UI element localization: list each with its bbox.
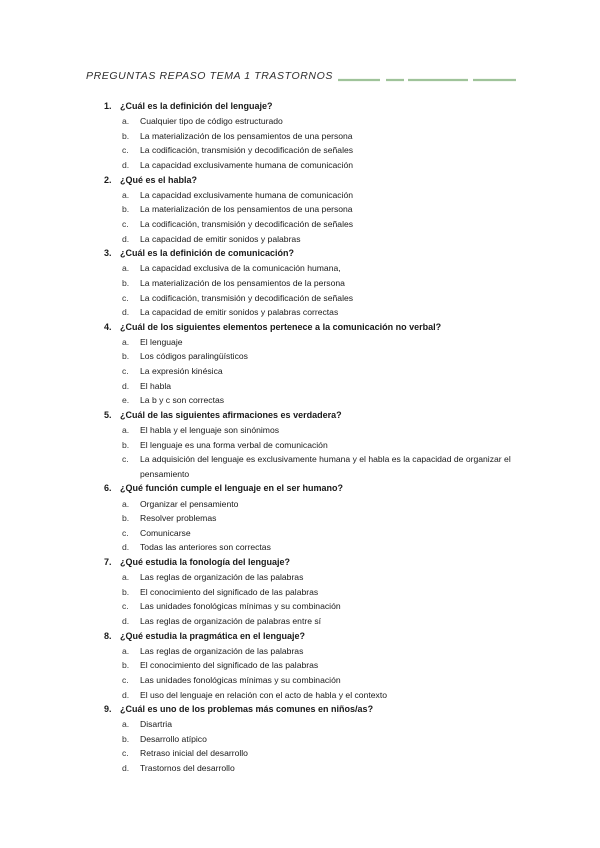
answer-option: [100, 305, 520, 320]
option-letter: b.: [122, 439, 130, 450]
option-letter: d.: [122, 689, 130, 700]
option-text: La capacidad exclusiva de la comunicación humana,: [140, 263, 341, 274]
option-letter: c.: [122, 601, 129, 612]
answer-option: [100, 202, 520, 217]
answer-option: [100, 188, 520, 203]
answer-option: [100, 261, 520, 276]
question-number: 9.: [104, 704, 112, 715]
question-7: [100, 555, 520, 629]
option-letter: a.: [122, 336, 130, 347]
question-text: ¿Cuál de los siguientes elementos pertenece a la comunicación no verbal?: [120, 321, 442, 332]
option-text: La capacidad exclusivamente humana de comunicación: [140, 189, 354, 200]
page-header: [86, 70, 516, 86]
option-text: La codificación, transmisión y decodificación de señales: [140, 145, 354, 156]
option-letter: a.: [122, 645, 130, 656]
answer-option: [100, 717, 520, 732]
question-number: 4.: [104, 321, 112, 332]
question-line: [100, 320, 520, 335]
option-text: La materialización de los pensamientos de una persona: [140, 130, 353, 141]
question-1: [100, 99, 520, 173]
answer-option: [100, 732, 520, 747]
answer-option: [100, 291, 520, 306]
question-text: ¿Cuál de las siguientes afirmaciones es verdadera?: [120, 409, 342, 420]
answer-option: [100, 511, 520, 526]
option-text: La adquisición del lenguaje es exclusivamente humana y el habla es la capacidad de organizar el pensamiento: [140, 454, 511, 479]
answer-option: [100, 423, 520, 438]
option-text: La codificación, transmisión y decodificación de señales: [140, 292, 354, 303]
option-text: Las unidades fonológicas mínimas y su combinación: [140, 601, 341, 612]
option-text: Los códigos paralingüísticos: [140, 351, 248, 362]
option-letter: b.: [122, 204, 130, 215]
answer-option: [100, 614, 520, 629]
question-text: ¿Qué función cumple el lenguaje en el ser humano?: [120, 483, 344, 494]
option-text: Retraso inicial del desarrollo: [140, 748, 248, 759]
question-line: [100, 408, 520, 423]
question-5: [100, 408, 520, 482]
option-letter: a.: [122, 116, 130, 127]
option-letter: a.: [122, 189, 130, 200]
answer-options: [100, 188, 520, 246]
answer-options: [100, 335, 520, 408]
answer-option: [100, 452, 520, 481]
option-text: Comunicarse: [140, 527, 191, 538]
answer-option: [100, 599, 520, 614]
option-text: La b y c son correctas: [140, 395, 225, 406]
option-letter: b.: [122, 586, 130, 597]
question-text: ¿Cuál es la definición del lenguaje?: [120, 101, 273, 111]
answer-option: [100, 276, 520, 291]
page-title: PREGUNTAS REPASO TEMA 1 TRASTORNOS: [86, 70, 333, 82]
option-text: Trastornos del desarrollo: [140, 763, 235, 774]
question-line: [100, 173, 520, 188]
question-number: 7.: [104, 556, 112, 567]
answer-option: [100, 158, 520, 173]
option-letter: c.: [122, 454, 129, 465]
option-text: Las reglas de organización de las palabras: [140, 572, 304, 583]
question-6: [100, 481, 520, 555]
option-text: El lenguaje es una forma verbal de comunicación: [140, 439, 328, 450]
answer-option: [100, 379, 520, 394]
answer-options: [100, 114, 520, 172]
answer-option: [100, 143, 520, 158]
option-letter: d.: [122, 159, 130, 170]
answer-option: [100, 644, 520, 659]
answer-option: [100, 688, 520, 703]
option-text: La materialización de los pensamientos de una persona: [140, 204, 353, 215]
option-letter: b.: [122, 733, 130, 744]
option-letter: b.: [122, 513, 130, 524]
option-text: El conocimiento del significado de las palabras: [140, 660, 319, 671]
answer-option: [100, 570, 520, 585]
option-letter: d.: [122, 233, 130, 244]
answer-option: [100, 335, 520, 350]
option-letter: b.: [122, 277, 130, 288]
option-text: Todas las anteriores son correctas: [140, 542, 271, 553]
option-letter: c.: [122, 292, 129, 303]
answer-option: [100, 746, 520, 761]
question-number: 1.: [104, 101, 112, 111]
answer-option: [100, 497, 520, 512]
option-letter: b.: [122, 660, 130, 671]
option-text: El conocimiento del significado de las palabras: [140, 586, 319, 597]
question-line: [100, 702, 520, 717]
answer-option: [100, 129, 520, 144]
option-text: La materialización de los pensamientos de la persona: [140, 277, 345, 288]
question-text: ¿Qué estudia la pragmática en el lenguaje?: [120, 630, 306, 641]
option-letter: a.: [122, 572, 130, 583]
option-text: La capacidad de emitir sonidos y palabras: [140, 233, 301, 244]
option-letter: a.: [122, 425, 130, 436]
question-2: [100, 173, 520, 247]
option-text: Disartria: [140, 719, 172, 730]
answer-option: [100, 585, 520, 600]
answer-option: [100, 217, 520, 232]
answer-option: [100, 232, 520, 247]
option-letter: b.: [122, 130, 130, 141]
option-letter: e.: [122, 395, 130, 406]
option-letter: c.: [122, 145, 129, 156]
option-letter: a.: [122, 719, 130, 730]
question-number: 3.: [104, 248, 112, 259]
option-letter: d.: [122, 380, 130, 391]
question-line: [100, 629, 520, 644]
question-text: ¿Qué es el habla?: [120, 174, 198, 185]
question-line: [100, 99, 520, 114]
question-text: ¿Cuál es la definición de comunicación?: [120, 248, 295, 259]
option-text: El habla: [140, 380, 172, 391]
answer-options: [100, 423, 520, 481]
option-letter: c.: [122, 527, 129, 538]
option-letter: a.: [122, 263, 130, 274]
answer-options: [100, 717, 520, 775]
answer-option: [100, 658, 520, 673]
answer-option: [100, 393, 520, 408]
answer-options: [100, 497, 520, 555]
option-letter: b.: [122, 351, 130, 362]
question-list: [100, 99, 520, 776]
answer-option: [100, 349, 520, 364]
option-text: Desarrollo atípico: [140, 733, 207, 744]
question-4: [100, 320, 520, 408]
option-text: La capacidad de emitir sonidos y palabras correctas: [140, 307, 339, 318]
option-text: La capacidad exclusivamente humana de comunicación: [140, 159, 354, 170]
option-text: Organizar el pensamiento: [140, 498, 239, 509]
option-letter: c.: [122, 218, 129, 229]
question-line: [100, 481, 520, 496]
option-text: Resolver problemas: [140, 513, 217, 524]
option-text: El lenguaje: [140, 336, 183, 347]
option-text: El habla y el lenguaje son sinónimos: [140, 425, 280, 436]
question-number: 5.: [104, 409, 112, 420]
option-text: El uso del lenguaje en relación con el acto de habla y el contexto: [140, 689, 387, 700]
answer-option: [100, 761, 520, 776]
answer-option: [100, 673, 520, 688]
question-9: [100, 702, 520, 776]
question-text: ¿Qué estudia la fonología del lenguaje?: [120, 556, 291, 567]
option-text: Cualquier tipo de código estructurado: [140, 116, 283, 127]
question-number: 6.: [104, 483, 112, 494]
question-8: [100, 629, 520, 703]
option-letter: a.: [122, 498, 130, 509]
answer-option: [100, 526, 520, 541]
question-3: [100, 246, 520, 320]
answer-options: [100, 644, 520, 702]
option-letter: c.: [122, 674, 129, 685]
answer-options: [100, 261, 520, 319]
option-letter: d.: [122, 615, 130, 626]
answer-option: [100, 114, 520, 129]
option-letter: d.: [122, 307, 130, 318]
answer-option: [100, 364, 520, 379]
option-text: Las unidades fonológicas mínimas y su combinación: [140, 674, 341, 685]
question-line: [100, 246, 520, 261]
answer-option: [100, 540, 520, 555]
option-text: La codificación, transmisión y decodificación de señales: [140, 218, 354, 229]
option-letter: c.: [122, 748, 129, 759]
option-text: Las reglas de organización de las palabras: [140, 645, 304, 656]
option-text: La expresión kinésica: [140, 366, 223, 377]
option-text: Las reglas de organización de palabras entre sí: [140, 615, 322, 626]
option-letter: d.: [122, 542, 130, 553]
option-letter: c.: [122, 366, 129, 377]
answer-option: [100, 438, 520, 453]
question-number: 8.: [104, 630, 112, 641]
option-letter: d.: [122, 763, 130, 774]
question-text: ¿Cuál es uno de los problemas más comunes en niños/as?: [120, 704, 374, 715]
question-line: [100, 555, 520, 570]
answer-options: [100, 570, 520, 628]
question-number: 2.: [104, 174, 112, 185]
header-decorative-rule: [338, 77, 516, 83]
